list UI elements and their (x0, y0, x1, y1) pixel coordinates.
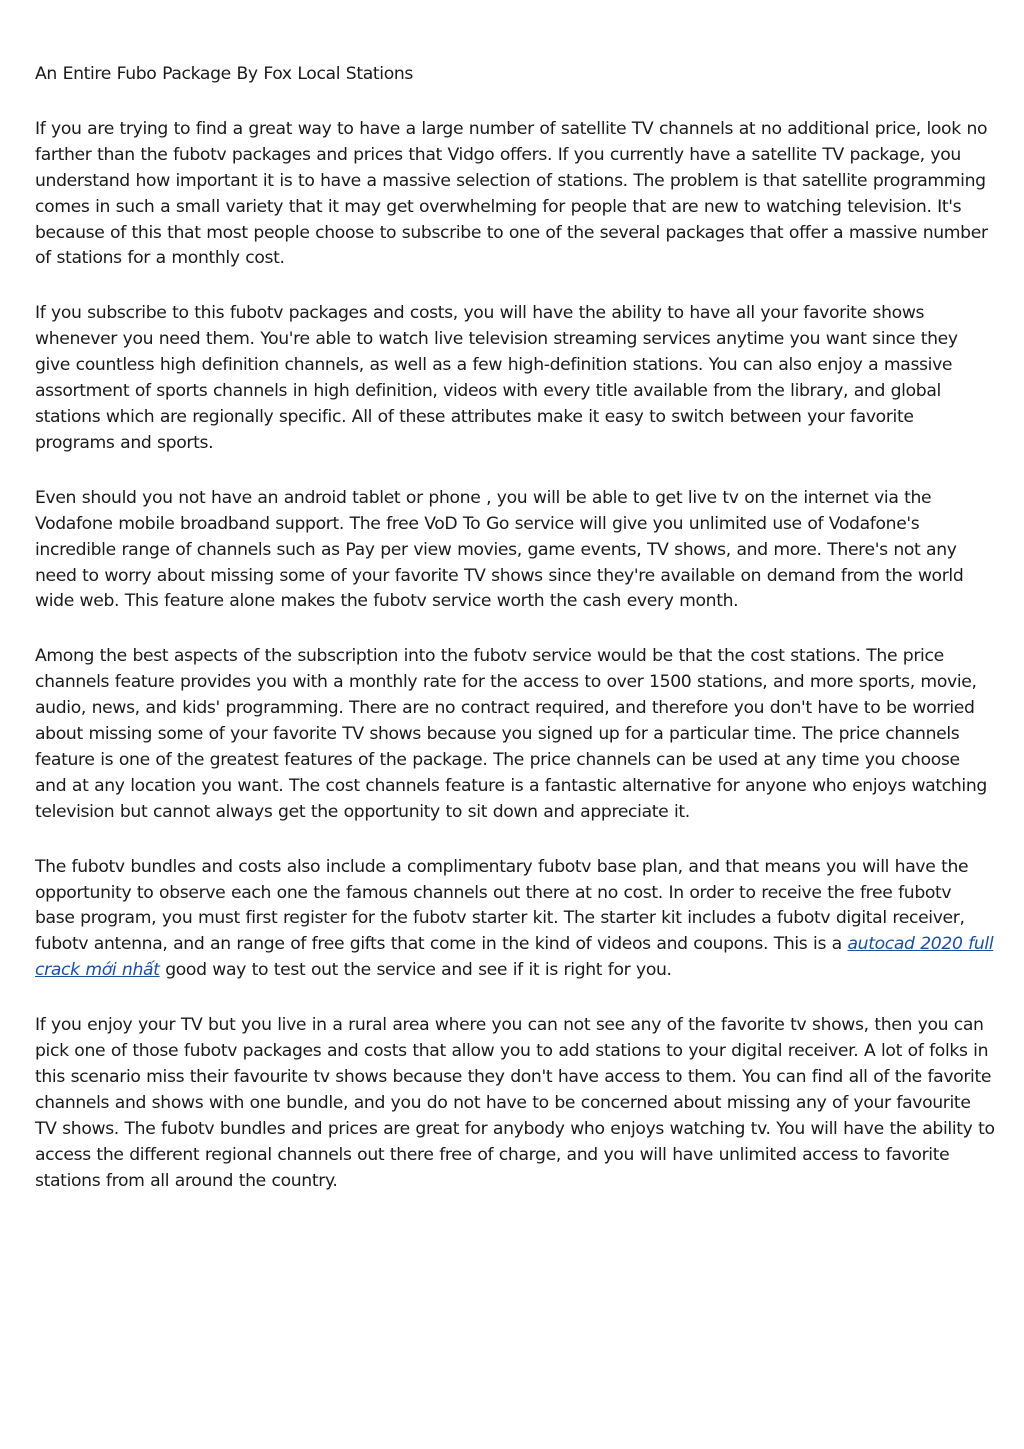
document-page (35, 62, 995, 1224)
paragraph-2: If you subscribe to this fubotv packages and costs, you will have the ability to have all your favorite shows whenever you need them. You're able to watch live television streaming services anytime you want since they give countless high definition channels, as well as a few high-definition stations. You can also enjoy a massive assortment of sports channels in high definition, videos with every title available from the library, and global stations which are regionally specific. All of these attributes make it easy to switch between your favorite programs and sports. (35, 303, 958, 453)
paragraph-5 (35, 855, 995, 985)
document-title: An Entire Fubo Package By Fox Local Stations (35, 64, 414, 84)
paragraph-5-text-after: good way to test out the service and see if it is right for you. (159, 960, 672, 981)
paragraph-5-text-before: The fubotv bundles and costs also include a complimentary fubotv base plan, and that means you will have the opportunity to observe each one the famous channels out there at no cost. In order to receive the free fubotv base program, you must first register for the fubotv starter kit. The starter kit includes a fubotv digital receiver, fubotv antenna, and an range of free gifts that come in the kind of videos and coupons. This is a (35, 856, 969, 955)
autocad-link[interactable]: autocad 2020 full crack mới nhất (35, 934, 994, 981)
paragraph-3: Even should you not have an android tablet or phone , you will be able to get live tv on the internet via the Vodafone mobile broadband support. The free VoD To Go service will give you unlimited use of Vodafone's incredible range of channels such as Pay per view movies, game events, TV shows, and more. There's not any need to worry about missing some of your favorite TV shows since they're available on demand from the world wide web. This feature alone makes the fubotv service worth the cash every month. (35, 487, 964, 612)
paragraph-6: If you enjoy your TV but you live in a rural area where you can not see any of the favorite tv shows, then you can pick one of those fubotv packages and costs that allow you to add stations to your digital receiver. A lot of folks in this scenario miss their favourite tv shows because they don't have access to them. You can find all of the favorite channels and shows with one bundle, and you do not have to be concerned about missing any of your favourite TV shows. The fubotv bundles and prices are great for anybody who enjoys watching tv. You will have the ability to access the different regional channels out there free of charge, and you will have unlimited access to favorite stations from all around the country. (35, 1015, 995, 1191)
paragraph-1: If you are trying to find a great way to have a large number of satellite TV channels at no additional price, look no farther than the fubotv packages and prices that Vidgo offers. If you currently have a satellite TV package, you understand how important it is to have a massive selection of stations. The problem is that satellite programming comes in such a small variety that it may get overwhelming for people that are new to watching television. It's because of this that most people choose to subscribe to one of the several packages that offer a massive number of stations for a monthly cost. (35, 118, 988, 269)
paragraph-4: Among the best aspects of the subscription into the fubotv service would be that the cost stations. The price channels feature provides you with a monthly rate for the access to over 1500 stations, and more sports, movie, audio, news, and kids' programming. There are no contract required, and therefore you don't have to be worried about missing some of your favorite TV shows because you signed up for a particular time. The price channels feature is one of the greatest features of the package. The price channels can be used at any time you choose and at any location you want. The cost channels feature is a fantastic alternative for anyone who enjoys watching television but cannot always get the opportunity to sit down and appreciate it. (35, 646, 987, 822)
